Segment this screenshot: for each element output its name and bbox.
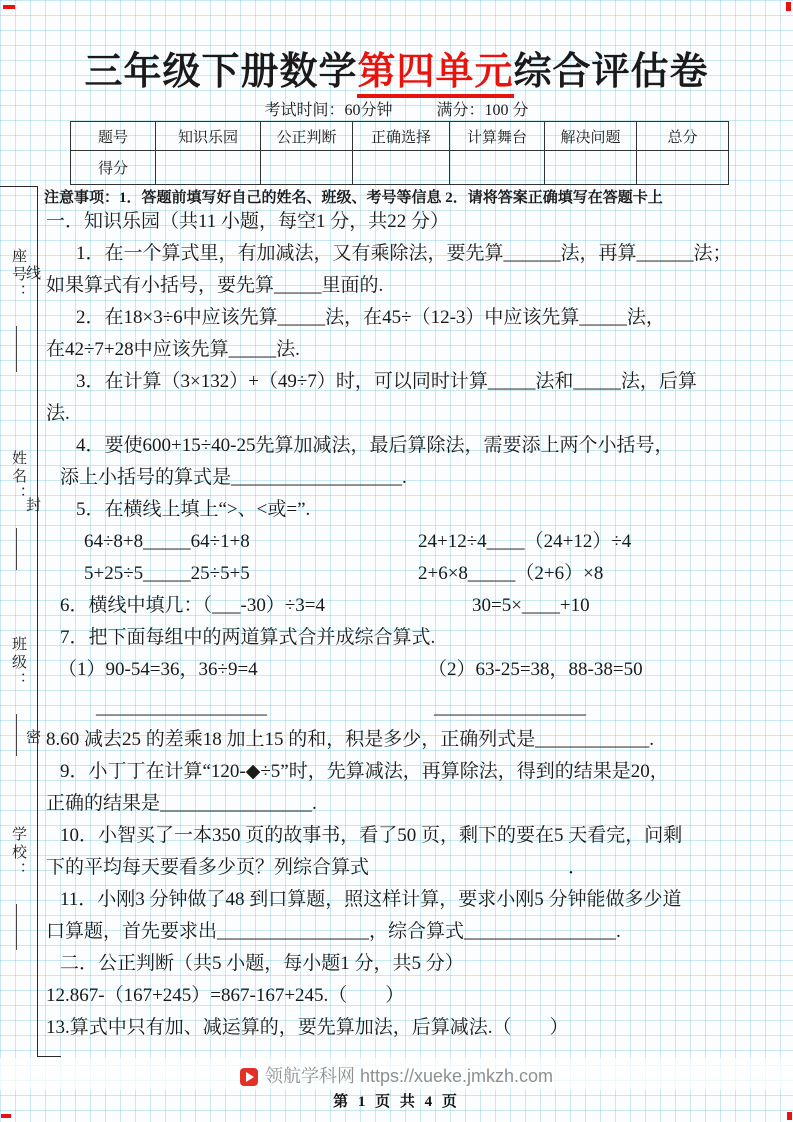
score-cell-empty (637, 151, 729, 185)
notice-text: 注意事项：1．答题前填写好自己的姓名、班级、考号等信息 2．请将答案正确填写在答题卡上 (44, 190, 663, 206)
section1-header: 一．知识乐园（共11 小题，每空1 分，共22 分） (46, 211, 450, 232)
q7-answer-blank-2: ________________ (434, 697, 586, 718)
score-row-label: 得分 (71, 151, 156, 185)
question-2-line-2: 在42÷7+28中应该先算_____法. (46, 339, 300, 360)
q10-trailing-period: ． (568, 857, 588, 878)
q7-answer-blank-1: __________________ (96, 697, 267, 718)
footer-site-text: 领航学科网 https://xueke.jmkzh.com (264, 1066, 554, 1086)
score-cell-empty (261, 151, 353, 185)
section2-header: 二．公正判断（共5 小题，每小题1 分，共5 分） (60, 953, 464, 974)
score-cell-empty (545, 151, 637, 185)
question-7-line-1: 7．把下面每组中的两道算式合并成综合算式. (60, 627, 436, 648)
question-5-line-1: 5．在横线上填上“>、<或=”. (76, 499, 311, 520)
exam-time: 考试时间：60分钟 (264, 102, 393, 119)
full-score: 满分：100 分 (436, 102, 529, 119)
corner-mark-top-right (786, 2, 791, 11)
question-7-answer-blanks (46, 692, 758, 724)
corner-mark-bottom-right (787, 1112, 792, 1120)
question-3-line-1: 3．在计算（3×132）+（49÷7）时，可以同时计算_____法和_____法，后算 (76, 371, 697, 392)
score-table (70, 121, 729, 185)
question-10-line-1: 10．小智买了一本350 页的故事书，看了50 页，剩下的要在5 天看完，问剩 (60, 825, 683, 846)
question-1-line-1: 1．在一个算式里，有加减法，又有乘除法，要先算______法，再算______法； (76, 243, 732, 264)
score-table-header: 正确选择 (353, 122, 450, 151)
q5-compare-left: 5+25÷5_____25÷5+5 (84, 563, 250, 584)
seal-line-top-tick (0, 186, 38, 187)
question-10-line-2 (46, 852, 758, 884)
q10-line-2-text: 下的平均每天要看多少页？列综合算式 (46, 857, 370, 878)
school-fill-line (16, 904, 17, 950)
score-table-header: 知识乐园 (156, 122, 261, 151)
seat-number-label: 座号： (10, 248, 26, 302)
name-label: 姓名： (10, 450, 26, 504)
question-1-line-2: 如果算式有小括号，要先算_____里面的. (46, 275, 384, 296)
page-title (0, 40, 793, 95)
question-6 (46, 590, 758, 622)
q5-compare-right: 24+12÷4____（24+12）÷4 (418, 531, 632, 552)
question-7-sub-items (46, 654, 758, 686)
question-3-line-2: 法. (46, 403, 70, 424)
question-11-line-1: 11．小刚3 分钟做了48 到口算题，照这样计算，要求小刚5 分钟能做多少道 (60, 889, 682, 910)
title-prefix: 三年级下册数学 (84, 51, 358, 93)
question-2-line-1: 2．在18×3÷6中应该先算_____法，在45÷（12-3）中应该先算_____法， (76, 307, 665, 328)
page-number: 第 1 页 共 4 页 (333, 1094, 460, 1110)
q5-compare-left: 64÷8+8_____64÷1+8 (84, 531, 250, 552)
score-cell-empty (156, 151, 261, 185)
q5-compare-right: 2+6×8_____（2+6）×8 (418, 563, 604, 584)
school-label: 学校： (10, 826, 26, 880)
question-12: 12.867-（167+245）=867-167+245.（ ） (46, 985, 405, 1006)
title-suffix: 综合评估卷 (513, 51, 709, 93)
q6-left-expression: 6．横线中填几：（___-30）÷3=4 (60, 595, 325, 616)
score-table-header: 总分 (637, 122, 729, 151)
question-4-line-1: 4．要使600+15÷40-25先算加减法，最后算除法，需要添上两个小括号， (76, 435, 674, 456)
q6-right-expression: 30=5×____+10 (472, 595, 590, 616)
score-table-question-header: 题号 (71, 122, 156, 151)
question-13: 13.算式中只有加、减运算的，要先算加法，后算减法.（ ） (46, 1017, 569, 1038)
class-fill-line (16, 714, 17, 756)
score-table-header: 公正判断 (261, 122, 353, 151)
seal-line-bottom-tick (37, 1056, 61, 1057)
score-cell-empty (353, 151, 450, 185)
class-label: 班级： (10, 636, 26, 690)
question-11-line-2: 口算题，首先要求出________________，综合算式________________. (46, 921, 621, 942)
question-5-row-2 (46, 558, 758, 590)
question-8: 8.60 减去25 的差乘18 加上15 的和，积是多少，正确列式是____________. (46, 729, 655, 750)
seal-char-mi: 密 (26, 730, 42, 746)
score-cell-empty (450, 151, 545, 185)
question-body (46, 206, 758, 1044)
seal-line-vertical-rule (37, 186, 38, 1057)
question-9-line-2: 正确的结果是________________. (46, 793, 317, 814)
seal-char-feng: 封 (26, 498, 42, 514)
footer-site-row (0, 1062, 793, 1088)
exam-info-row (0, 97, 793, 120)
q7-sub-1: （1）90-54=36，36÷9=4 (58, 659, 258, 680)
name-fill-line (16, 528, 17, 570)
q7-sub-2: （2）63-25=38，88-38=50 (428, 659, 643, 680)
seal-char-xian: 线 (26, 266, 42, 282)
score-table-header: 计算舞台 (450, 122, 545, 151)
question-4-line-2: 添上小括号的算式是__________________. (60, 467, 407, 488)
question-5-row-1 (46, 526, 758, 558)
title-unit-highlight: 第四单元 (357, 51, 513, 98)
site-logo-icon (240, 1068, 258, 1086)
seat-number-fill-line (16, 326, 17, 372)
question-9-line-1: 9．小丁丁在计算“120-◆÷5”时，先算减法，再算除法，得到的结果是20， (60, 761, 669, 782)
corner-mark-bottom-left (1, 1114, 11, 1118)
score-table-header: 解决问题 (545, 122, 637, 151)
corner-mark-top-left (3, 5, 15, 9)
